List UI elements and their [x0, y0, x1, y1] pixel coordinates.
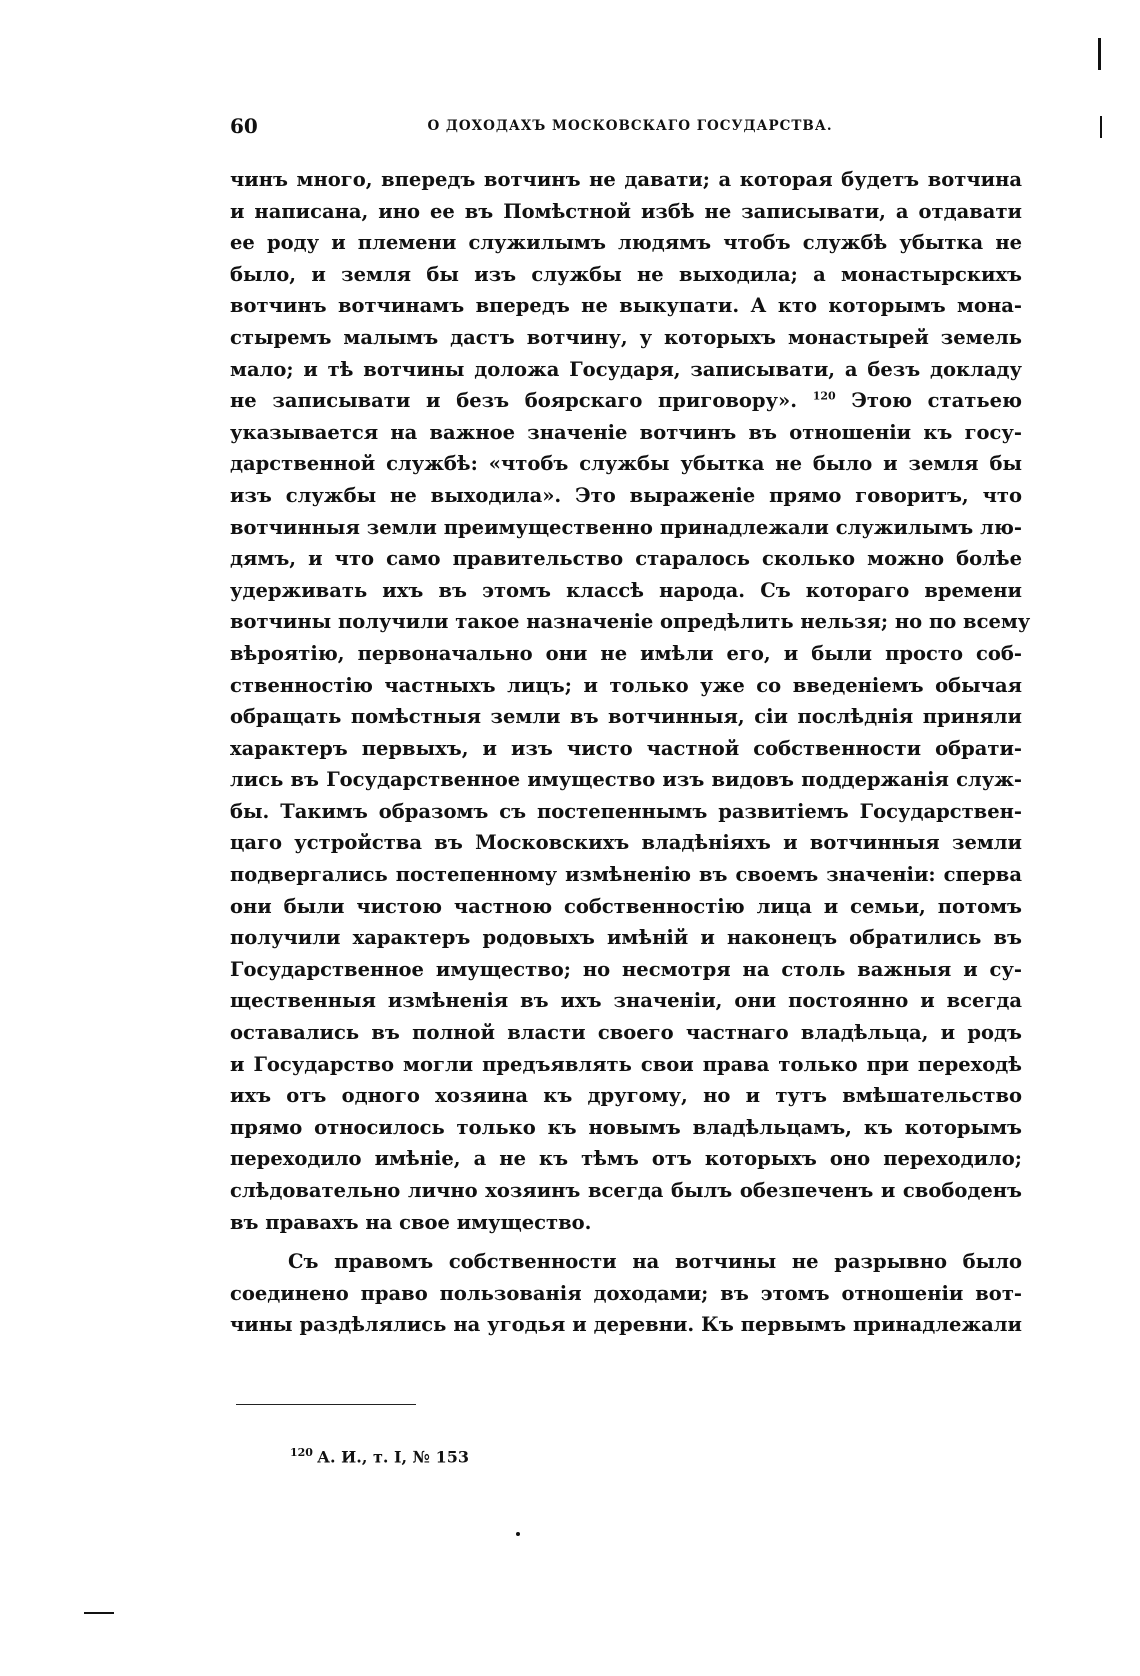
text-line: щественныя измѣненія въ ихъ значеніи, они постоянно и всегда [230, 989, 1022, 1013]
text-line: подвергались постепенному измѣненію въ своемъ значеніи: сперва [230, 863, 1022, 887]
text-line: изъ службы не выходила». Это выраженіе прямо говоритъ, что [230, 483, 1022, 507]
text-line [230, 385, 1022, 417]
text-line: слѣдовательно лично хозяинъ всегда былъ обезпеченъ и свободенъ [230, 1179, 1022, 1202]
text-line: Государственное имущество; но несмотря на столь важныя и су- [230, 957, 1022, 981]
text-line: цаго устройства въ Московскихъ владѣніяхъ и вотчинныя земли [230, 831, 1022, 855]
text-line: вотчинъ вотчинамъ впередъ не выкупати. А кто которымъ мона- [230, 294, 1022, 318]
running-title: О ДОХОДАХЪ МОСКОВСКАГО ГОСУДАРСТВА. [427, 118, 833, 134]
text-line: ее роду и племени служилымъ людямъ чтобъ службѣ убытка не [230, 231, 1022, 255]
text-line: переходило имѣніе, а не къ тѣмъ отъ которыхъ оно переходило; [230, 1147, 1022, 1171]
scan-mark [84, 1612, 114, 1614]
text-line: стыремъ малымъ дастъ вотчину, у которыхъ монастырей земель [230, 325, 1022, 349]
text-line: получили характеръ родовыхъ имѣній и наконецъ обратились въ [230, 926, 1022, 950]
text-line: Съ правомъ собственности на вотчины не разрывно было [288, 1250, 1022, 1274]
scan-mark [516, 1532, 520, 1536]
page-header [230, 114, 1030, 138]
text-line: удерживать ихъ въ этомъ классѣ народа. Съ котораго времени [230, 578, 1022, 602]
text-segment: Этою статьею [851, 389, 1022, 413]
footnote-reference: 120 [812, 389, 836, 403]
paragraph-1 [230, 164, 1031, 1238]
paragraph-2 [230, 1246, 1022, 1341]
footnote-divider [236, 1404, 416, 1405]
text-line: лись въ Государственное имущество изъ видовъ поддержанія служ- [230, 768, 1022, 792]
text-line: обращать помѣстныя земли въ вотчинныя, сіи послѣднія приняли [230, 705, 1022, 729]
scan-mark [1098, 38, 1101, 70]
text-segment: не записывати и безъ боярскаго приговору». [230, 389, 797, 413]
text-line: вѣроятію, первоначально они не имѣли его, и были просто соб- [230, 641, 1022, 665]
text-line: было, и земля бы изъ службы не выходила; а монастырскихъ [230, 262, 1022, 286]
text-line: они были чистою частною собственностію лица и семьи, потомъ [230, 894, 1022, 918]
text-line: и Государство могли предъявлять свои права только при переходѣ [230, 1052, 1022, 1076]
text-line: чинъ много, впередъ вотчинъ не давати; а которая будетъ вотчина [230, 168, 1022, 191]
scan-mark [1100, 116, 1102, 138]
text-line: ихъ отъ одного хозяина къ другому, но и тутъ вмѣшательство [230, 1084, 1022, 1108]
footnote-number: 120 [290, 1446, 313, 1459]
text-line: соединено право пользованія доходами; въ этомъ отношеніи вот- [230, 1281, 1022, 1305]
footnote [290, 1446, 469, 1466]
text-line: дямъ, и что само правительство старалось сколько можно болѣе [230, 547, 1022, 571]
page-number: 60 [230, 114, 258, 138]
text-line: и написана, ино ее въ Помѣстной избѣ не записывати, а отдавати [230, 199, 1022, 223]
body-text [230, 164, 1031, 1341]
text-line: бы. Такимъ образомъ съ постепеннымъ развитіемъ Государствен- [230, 799, 1022, 823]
text-line: ственностію частныхъ лицъ; и только уже со введеніемъ обычая [230, 673, 1022, 697]
text-line: дарственной службѣ: «чтобъ службы убытка не было и земля бы [230, 452, 1022, 476]
footnote-text: А. И., т. I, № 153 [316, 1447, 470, 1467]
text-line: вотчинныя земли преимущественно принадлежали служилымъ лю- [230, 515, 1022, 539]
text-line: въ правахъ на свое имущество. [230, 1210, 592, 1234]
text-line: прямо относилось только къ новымъ владѣльцамъ, къ которымъ [230, 1115, 1022, 1139]
text-line: мало; и тѣ вотчины доложа Государя, записывати, а безъ докладу [230, 357, 1022, 381]
text-line: вотчины получили такое назначеніе опредѣлить нельзя; но по всему [230, 610, 1031, 634]
text-line: характеръ первыхъ, и изъ чисто частной собственности обрати- [230, 736, 1022, 760]
text-line: чины раздѣлялись на угодья и деревни. Къ первымъ принадлежали [230, 1313, 1022, 1337]
text-line: оставались въ полной власти своего частнаго владѣльца, и родъ [230, 1021, 1022, 1045]
text-line: указывается на важное значеніе вотчинъ въ отношеніи къ госу- [230, 420, 1022, 444]
